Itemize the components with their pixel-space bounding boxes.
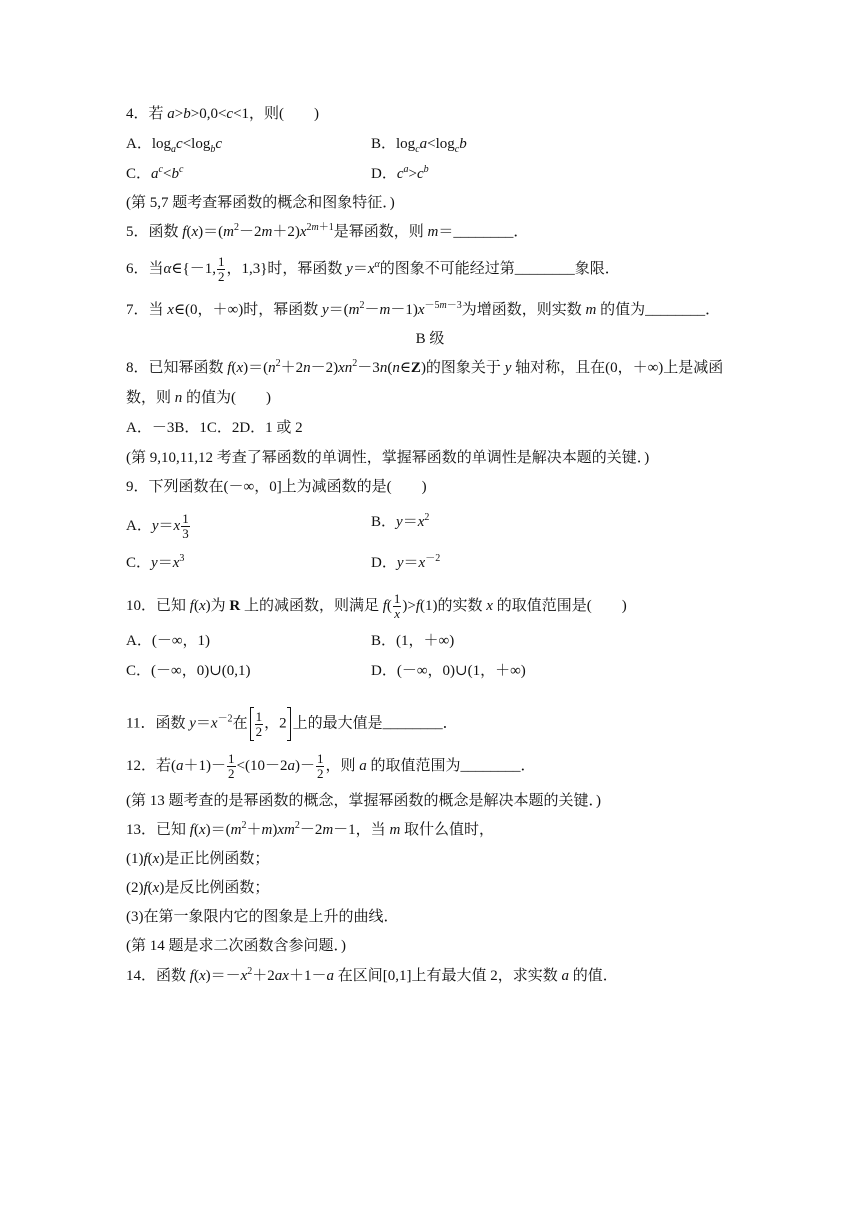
q9-option-c: C．$y=x^3$ [126,553,185,571]
note-9-12: (第 9,10,11,12 考查了幂函数的单调性，掌握幂函数的单调性是解决本题的关键．) [126,450,650,466]
note-13: (第 13 题考查的是幂函数的概念，掌握幂函数的概念是解决本题的关键．) [126,793,601,809]
q12: 12．若(a＋1)－ $\frac{1}{2}$ <(10－2a)－ $\frac{1}{2}$ ，则 a 的取值范围为________． [126,751,536,781]
q9-option-a: A．y＝x $\frac{1}{3}$ [126,511,189,541]
q11: 11．函数 $y=x^{-2}$在 $\frac{1}{2}$ ，2 上的最大值是________． [126,707,458,741]
note-14: (第 14 题是求二次函数含参问题．) [126,938,346,954]
level-b-heading: B 级 [415,331,445,347]
q13-part2: (2)f(x)是反比例函数； [126,880,270,896]
q10-option-b: B．(1，＋∞) [371,633,455,649]
q4-option-d: D．$c^a>c^b$ [371,164,429,182]
q9-option-d: D．$y=x^{-2}$ [371,553,441,571]
q10-option-c: C．(－∞，0)∪(0,1) [126,663,251,679]
q6: 6．当α∈{－1, $\frac{1}{2}$ ，1,3}时，幂函数 $y=x^\alpha$的图象不可能经过第________象限． [126,254,620,284]
q10-stem: 10．已知 f(x)为 R 上的减函数，则满足 f( $\frac{1}{x}$ )>f(1)的实数 x 的取值范围是( ) [126,591,627,621]
q4-stem: 4．若 a>b>0,0<c<1，则( ) [126,106,320,122]
q7: 7．当 x∈(0，＋∞)时，幂函数 $y=(m^2-m-1)x^{-5m-3}$为增函数，则实数 m 的值为________． [126,300,721,318]
q10-option-a: A．(－∞，1) [126,633,211,649]
q14: 14．函数 $f(x)=-x^2+2ax+1-a$ 在区间[0,1]上有最大值 2，求实数 a 的值． [126,966,618,984]
note-5-7: (第 5,7 题考查幂函数的概念和图象特征．) [126,195,395,211]
q9-option-b: B．$y=x^2$ [371,512,430,530]
q10-option-d: D．(－∞，0)∪(1，＋∞) [371,663,526,679]
q4-option-a: A．$\log_ac<\log_bc$ [126,136,222,155]
q8-options: A．－3B．1C．2D．1 或 2 [126,420,303,436]
q8-line1: 8．已知幂函数 $f(x)=(n^2+2n-2)xn^2-3n(n\in Z)$的图象关于 y 轴对称，且在(0，＋∞)上是减函 [126,358,724,376]
q8-line2: 数，则 n 的值为( ) [126,390,272,406]
q13-part1: (1)f(x)是正比例函数； [126,851,270,867]
q4-option-c: C．$a^c<b^c$ [126,164,184,182]
q5: 5．函数 $f(x)=(m^2-2m+2)x^{2m+1}$是幂函数，则 m＝________． [126,222,529,240]
q13-stem: 13．已知 $f(x)=(m^2+m)xm^2-2m-1$，当 m 取什么值时， [126,820,495,838]
q9-stem: 9．下列函数在(－∞，0]上为减函数的是( ) [126,479,427,495]
q13-part3: (3)在第一象限内它的图象是上升的曲线． [126,909,399,925]
q4-option-b: B．$\log_ca<\log_cb$ [371,136,467,155]
